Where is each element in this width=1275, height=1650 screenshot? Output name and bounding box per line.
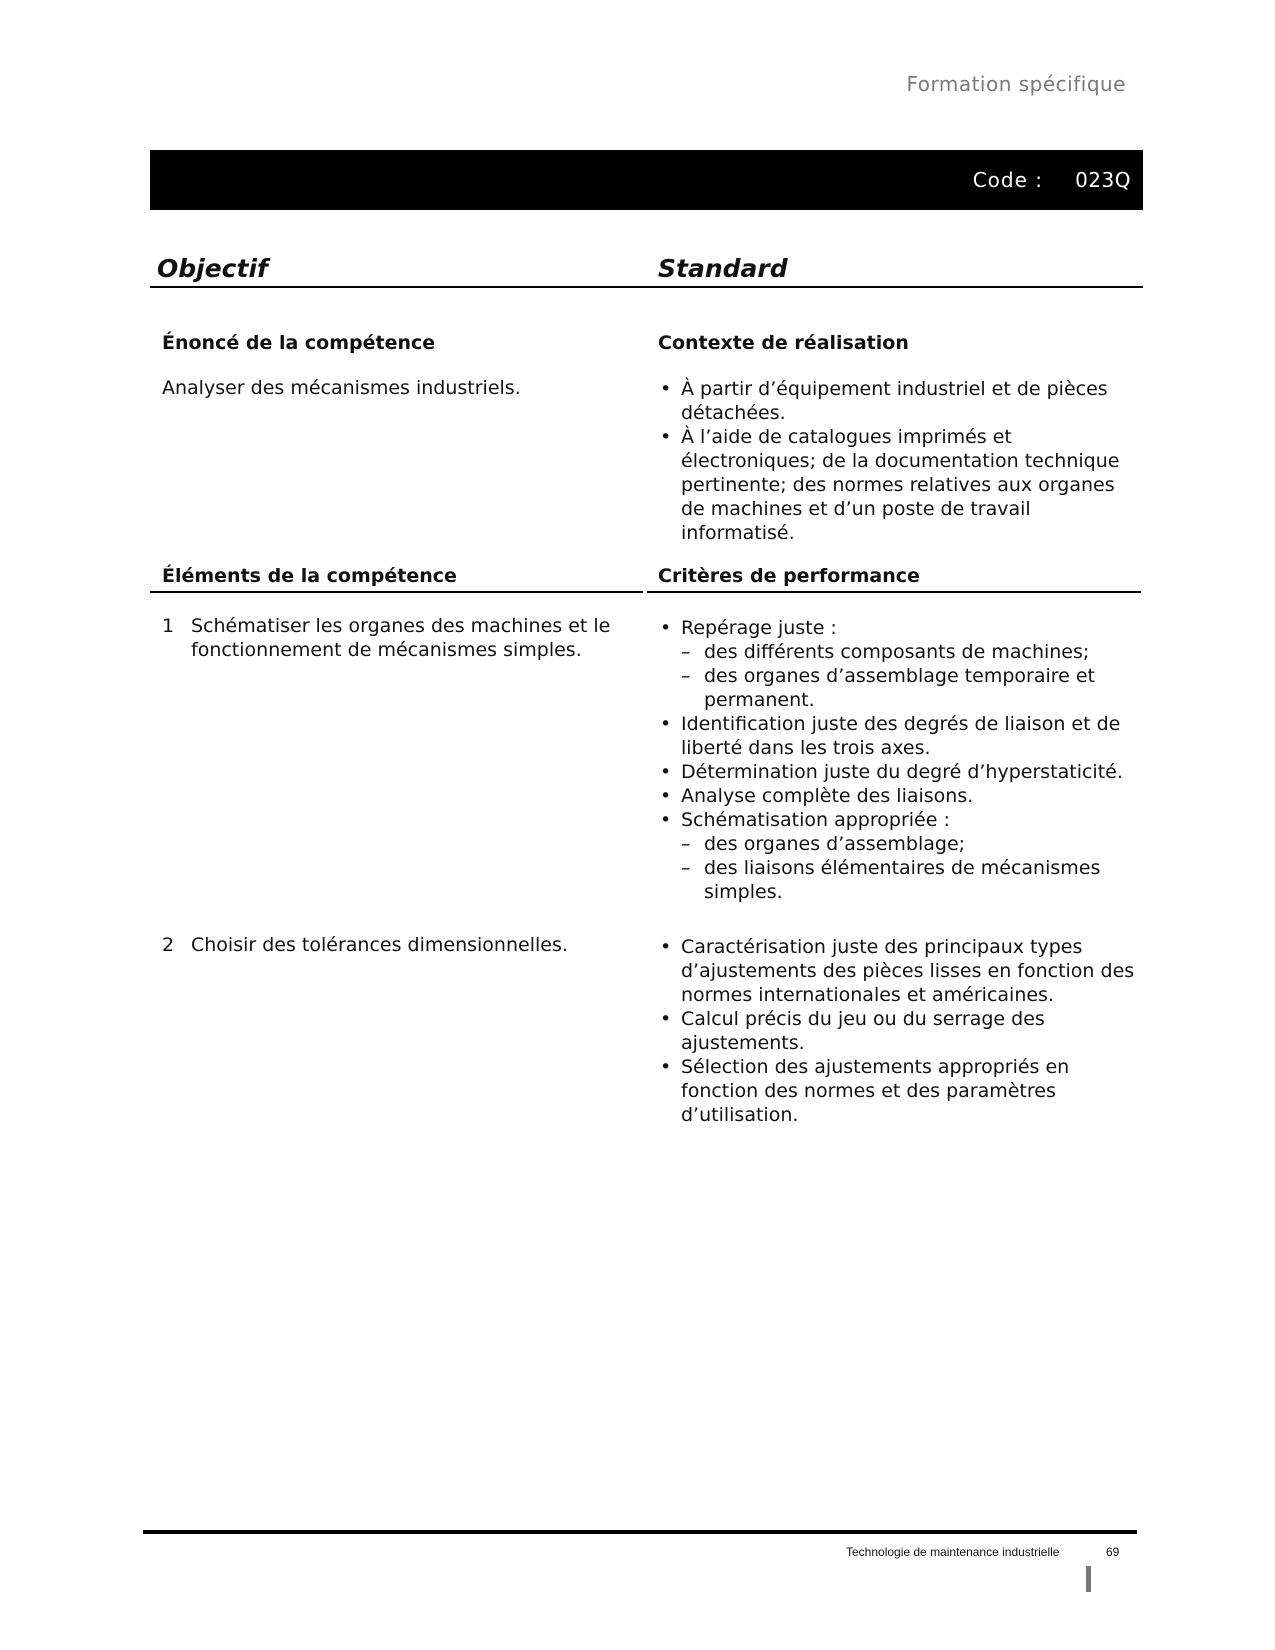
critere-item	[658, 808, 1138, 904]
header-rule	[150, 286, 1143, 288]
critere-sublist	[681, 640, 1138, 712]
element-number: 2	[162, 934, 175, 956]
page-number: 69	[1106, 1545, 1120, 1559]
element-item	[162, 933, 632, 957]
critere-item: • Sélection des ajustements appropriés en fonction des normes et des paramètres d’utilisation.	[658, 1055, 1138, 1127]
contexte-list	[658, 377, 1138, 545]
criteres-list-2	[658, 935, 1138, 1127]
code-label: Code :	[972, 168, 1043, 192]
objectif-heading: Objectif	[157, 254, 268, 283]
critere-subitem: – des organes d’assemblage;	[681, 832, 1138, 856]
critere-subitem: – des différents composants de machines;	[681, 640, 1138, 664]
footer-title: Technologie de maintenance industrielle	[846, 1545, 1060, 1559]
contexte-heading: Contexte de réalisation	[658, 332, 909, 354]
contexte-item: • À partir d’équipement industriel et de pièces détachées.	[658, 377, 1138, 425]
criteres-rule	[647, 591, 1141, 593]
critere-item: • Analyse complète des liaisons.	[658, 784, 1138, 808]
critere-item: • Détermination juste du degré d’hyperstaticité.	[658, 760, 1138, 784]
element-item	[162, 614, 632, 662]
elements-rule	[150, 591, 643, 593]
enonce-text: Analyser des mécanismes industriels.	[162, 377, 521, 399]
contexte-item: • À l’aide de catalogues imprimés et électroniques; de la documentation technique pertinente; des normes relatives aux organes de machines et d’un poste de travail informatisé.	[658, 425, 1138, 545]
footer-tick-mark	[1086, 1566, 1091, 1592]
code-value: 023Q	[1075, 168, 1131, 192]
criteres-heading: Critères de performance	[658, 565, 920, 587]
critere-item: • Caractérisation juste des principaux types d’ajustements des pièces lisses en fonction des normes internationales et américaines.	[658, 935, 1138, 1007]
element-text: Schématiser les organes des machines et le fonctionnement de mécanismes simples.	[191, 615, 611, 661]
enonce-heading: Énoncé de la compétence	[162, 332, 436, 354]
critere-subitem: – des organes d’assemblage temporaire et permanent.	[681, 664, 1138, 712]
critere-text: Schématisation appropriée :	[681, 809, 950, 831]
critere-text: Repérage juste :	[681, 617, 837, 639]
element-number: 1	[162, 615, 175, 637]
critere-sublist	[681, 832, 1138, 904]
critere-item: • Identification juste des degrés de liaison et de liberté dans les trois axes.	[658, 712, 1138, 760]
footer-rule	[143, 1530, 1137, 1534]
standard-heading: Standard	[658, 254, 788, 283]
running-header: Formation spécifique	[906, 72, 1126, 96]
criteres-list-1	[658, 616, 1138, 904]
critere-subitem: – des liaisons élémentaires de mécanismes simples.	[681, 856, 1138, 904]
element-text: Choisir des tolérances dimensionnelles.	[191, 934, 568, 956]
code-bar	[150, 150, 1143, 210]
critere-item	[658, 616, 1138, 712]
elements-heading: Éléments de la compétence	[162, 565, 457, 587]
critere-item: • Calcul précis du jeu ou du serrage des ajustements.	[658, 1007, 1138, 1055]
